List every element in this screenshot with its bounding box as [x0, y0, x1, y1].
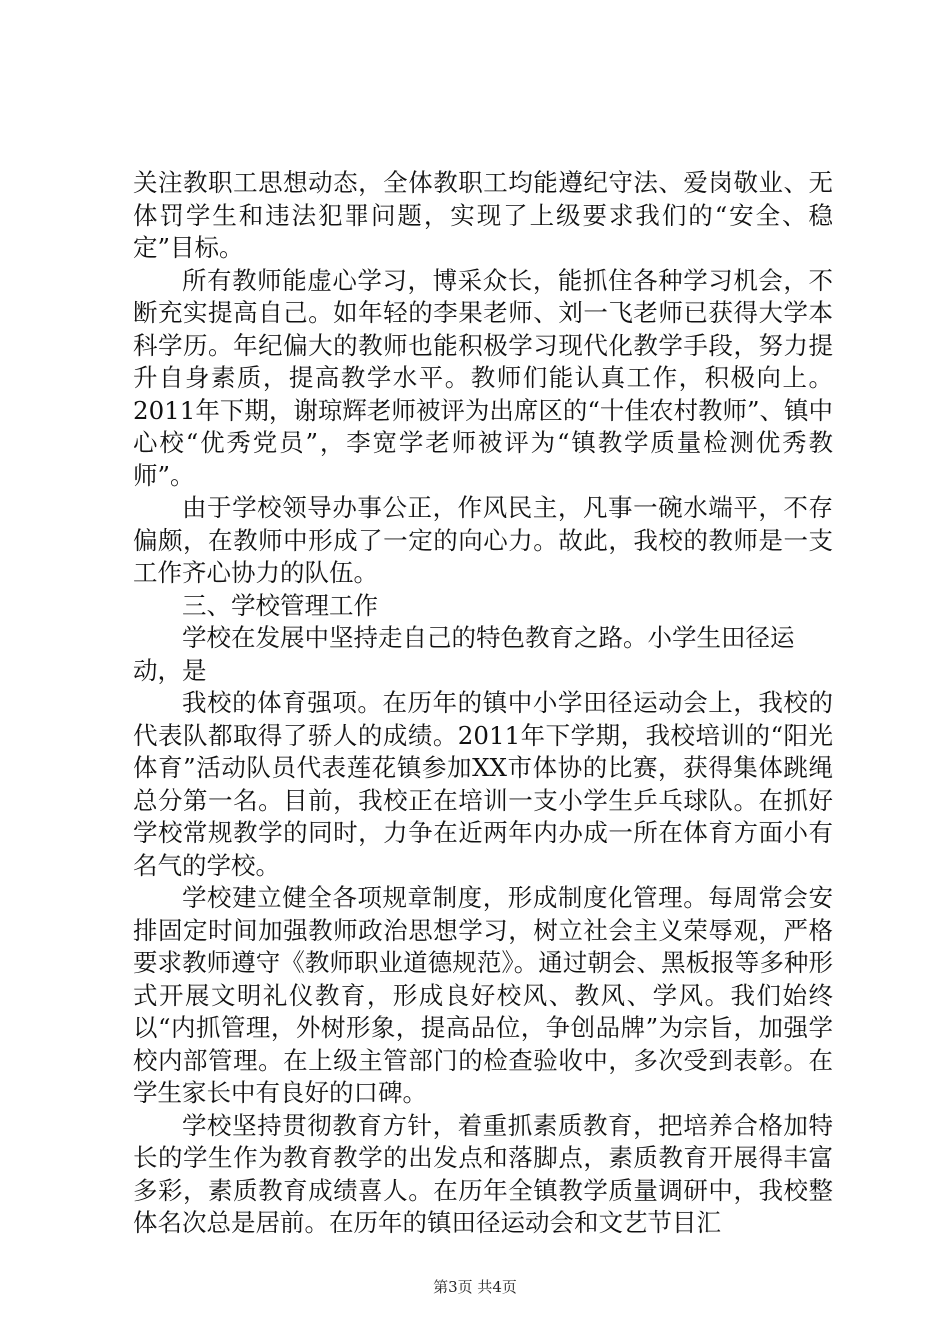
paragraph-rules-management: 学校建立健全各项规章制度，形成制度化管理。每周常会安排固定时间加强教师政治思想学习，树立社会主义荣辱观，严格要求教师遵守《教师职业道德规范》。通过朝会、黑板报等多种形式开展文明礼仪教育，形成良好校风、教风、学风。我们始终以“内抓管理，外树形象，提高品位，争创品牌”为宗旨，加强学校内部管理。在上级主管部门的检查验收中，多次受到表彰。在学生家长中有良好的口碑。: [133, 883, 833, 1107]
paragraph-characteristic-education: 学校在发展中坚持走自己的特色教育之路。小学生田径运动，是: [133, 623, 795, 685]
paragraph-leadership: 由于学校领导办事公正，作风民主，凡事一碗水端平，不存偏颇，在教师中形成了一定的向心力。故此，我校的教师是一支工作齐心协力的队伍。: [133, 493, 833, 587]
paragraph-sports-strength: 我校的体育强项。在历年的镇中小学田径运动会上，我校的代表队都取得了骄人的成绩。2011年下学期，我校培训的“阳光体育”活动队员代表莲花镇参加XX市体协的比赛，获得集体跳绳总分第一名。目前，我校正在培训一支小学生乒乓球队。在抓好学校常规教学的同时，力争在近两年内办成一所在体育方面小有名气的学校。: [133, 688, 833, 880]
paragraph-teacher-learning: 所有教师能虚心学习，博采众长，能抓住各种学习机会，不断充实提高自己。如年轻的李果老师、刘一飞老师已获得大学本科学历。年纪偏大的教师也能积极学习现代化教学手段，努力提升自身素质，提高教学水平。教师们能认真工作，积极向上。2011年下期，谢琼辉老师被评为出席区的“十佳农村教师”、镇中心校“优秀党员”，李宽学老师被评为“镇教学质量检测优秀教师”。: [133, 265, 833, 490]
paragraph-staff-conduct: 关注教职工思想动态，全体教职工均能遵纪守法、爱岗敬业、无体罚学生和违法犯罪问题，实现了上级要求我们的“安全、稳定”目标。: [133, 168, 833, 262]
page-number-footer: 第3页 共4页: [433, 1278, 517, 1296]
paragraph-quality-education: 学校坚持贯彻教育方针，着重抓素质教育，把培养合格加特长的学生作为教育教学的出发点和落脚点，素质教育开展得丰富多彩，素质教育成绩喜人。在历年全镇教学质量调研中，我校整体名次总是居前。在历年的镇田径运动会和文艺节目汇: [133, 1110, 833, 1237]
section-heading-school-management: 三、学校管理工作: [182, 590, 378, 620]
document-body: [133, 167, 833, 1240]
